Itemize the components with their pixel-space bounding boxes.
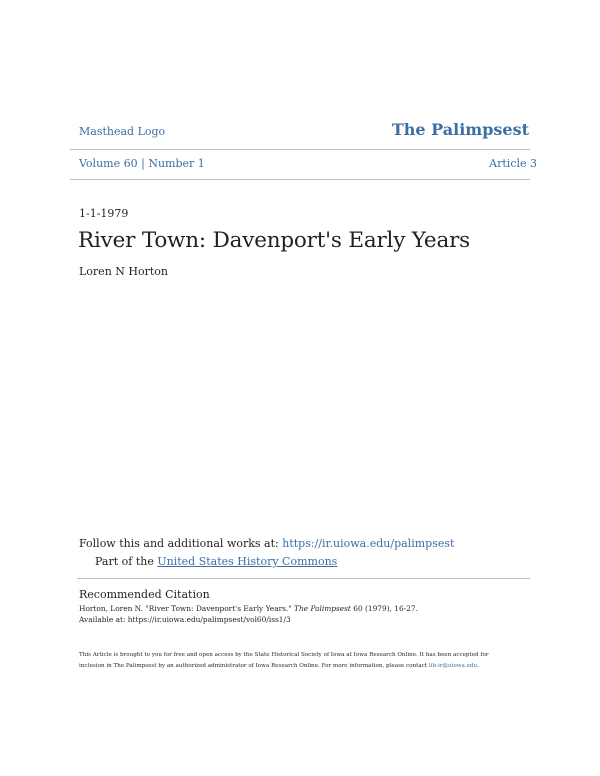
number-link[interactable]: Number 1 <box>148 157 205 170</box>
citation-divider <box>77 578 530 579</box>
history-commons-link[interactable]: United States History Commons <box>157 555 338 568</box>
publication-date: 1-1-1979 <box>79 207 129 220</box>
header-divider-bottom <box>70 179 530 180</box>
follow-line <box>79 537 454 550</box>
contact-email-link[interactable]: lib-ir@uiowa.edu <box>428 663 478 669</box>
article-title: River Town: Davenport's Early Years <box>78 228 470 253</box>
article-number-link[interactable]: Article 3 <box>489 157 537 170</box>
citation-line <box>79 603 539 614</box>
citation-available: Available at: https://ir.uiowa.edu/palimpsest/vol60/iss1/3 <box>79 615 291 624</box>
notice-line-1: This Article is brought to you for free and open access by the State Historical Society of Iowa at Iowa Research Online. It has been accepted for <box>79 652 489 658</box>
citation-suffix: 60 (1979), 16-27. <box>353 604 418 613</box>
journal-title-link[interactable]: The Palimpsest <box>391 120 529 139</box>
notice-line-2-text: inclusion in The Palimpsest by an authorized administrator of Iowa Research Online. For more information, please contact <box>79 663 428 669</box>
issue-separator: | <box>141 157 145 170</box>
part-of-line <box>95 555 337 568</box>
citation-block <box>79 603 539 625</box>
volume-link[interactable]: Volume 60 <box>79 157 138 170</box>
notice-line-2 <box>79 661 549 672</box>
follow-text: Follow this and additional works at: <box>79 537 279 550</box>
article-author: Loren N Horton <box>79 265 168 278</box>
access-notice <box>79 650 549 672</box>
notice-end: . <box>477 663 479 669</box>
collection-link[interactable]: https://ir.uiowa.edu/palimpsest <box>282 537 455 550</box>
recommended-citation-heading: Recommended Citation <box>79 588 210 601</box>
issue-line <box>79 157 205 170</box>
citation-prefix: Horton, Loren N. "River Town: Davenport's Early Years." <box>79 604 292 613</box>
masthead-logo-link[interactable]: Masthead Logo <box>79 125 166 138</box>
part-of-text: Part of the <box>95 555 154 568</box>
citation-journal: The Palimpsest <box>294 604 351 613</box>
header-divider-top <box>70 149 530 150</box>
